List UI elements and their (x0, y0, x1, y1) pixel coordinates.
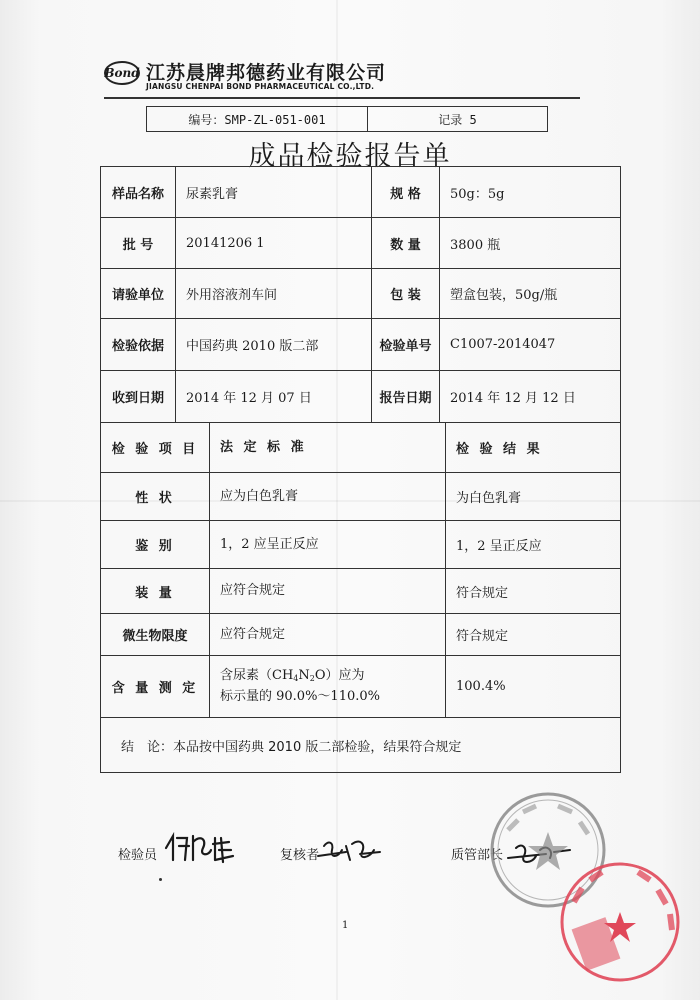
reviewer-signature (316, 836, 384, 864)
formula-subscript: 2 (309, 674, 315, 683)
qa-department-stamp-red (538, 862, 688, 982)
standard-range-line: 标示量的 90.0%～110.0% (220, 689, 380, 704)
reviewer-label: 复核者 (280, 848, 320, 863)
report-title: 成品检验报告单 (248, 141, 452, 172)
header-rule (104, 97, 580, 99)
info-label: 检验依据 (111, 339, 164, 354)
company-logo (104, 61, 140, 85)
report-table (100, 166, 621, 773)
company-name-cn: 江苏晨牌邦德药业有限公司 (146, 62, 387, 84)
info-label: 数 量 (371, 218, 439, 268)
test-item: 含 量 测 定 (111, 681, 199, 696)
document-meta-box (146, 106, 548, 132)
test-standard: 1，2 应呈正反应 (209, 521, 445, 568)
test-result: 为白色乳膏 (445, 473, 620, 520)
inspector-signature (163, 830, 235, 866)
page-number: 1 (342, 920, 349, 931)
test-result: 符合规定 (445, 614, 620, 655)
info-value: 2014 年 12 月 07 日 (175, 371, 371, 422)
formula-mid: N (298, 668, 310, 683)
formula-pre: 含尿素（CH (220, 668, 294, 683)
test-item: 微生物限度 (122, 629, 188, 644)
inspector-label: 检验员 (118, 848, 158, 863)
info-value: 外用溶液剂车间 (175, 269, 371, 318)
formula-subscript: 4 (293, 674, 299, 683)
test-header-item: 检 验 项 目 (111, 442, 199, 457)
info-value: 尿素乳膏 (175, 167, 371, 217)
test-header-result: 检 验 结 果 (445, 423, 620, 472)
test-result: 100.4% (445, 656, 620, 717)
company-name-en: JIANGSU CHENPAI BOND PHARMACEUTICAL CO.,LTD. (146, 82, 375, 91)
test-row (101, 473, 620, 521)
info-label: 规 格 (371, 167, 439, 217)
record-number: 记录 5 (438, 112, 477, 127)
ink-dot (159, 878, 162, 881)
info-value: 20141206 1 (175, 218, 371, 268)
standard-formula-line (220, 667, 380, 688)
info-value: C1007-2014047 (439, 319, 620, 370)
test-standard: 应为白色乳膏 (209, 473, 445, 520)
info-row (101, 371, 620, 423)
test-row (101, 614, 620, 656)
info-label: 包 装 (371, 269, 439, 318)
test-result: 1，2 呈正反应 (445, 521, 620, 568)
info-label: 报告日期 (371, 371, 439, 422)
info-row (101, 319, 620, 371)
test-row (101, 656, 620, 718)
info-value: 塑盒包装，50g/瓶 (439, 269, 620, 318)
conclusion-row (101, 718, 620, 772)
test-row (101, 521, 620, 569)
info-value: 3800 瓶 (439, 218, 620, 268)
logo-text: Bond (104, 66, 140, 80)
info-label: 请验单位 (111, 288, 164, 303)
qa-manager-label: 质管部长 (451, 848, 504, 863)
info-label: 样品名称 (111, 186, 164, 202)
doc-number: 编号：SMP-ZL-051-001 (147, 107, 368, 131)
test-standard: 应符合规定 (209, 614, 445, 655)
test-header-row (101, 423, 620, 473)
info-row (101, 218, 620, 269)
test-item: 性 状 (135, 491, 175, 506)
test-standard: 应符合规定 (209, 569, 445, 613)
conclusion-text: 结 论：本品按中国药典 2010 版二部检验，结果符合规定 (121, 739, 462, 755)
test-row (101, 569, 620, 614)
info-value: 2014 年 12 月 12 日 (439, 371, 620, 422)
info-value: 50g：5g (439, 167, 620, 217)
info-label: 批 号 (122, 237, 154, 253)
info-row (101, 167, 620, 218)
test-standard (209, 656, 445, 717)
info-value: 中国药典 2010 版二部 (175, 319, 371, 370)
formula-post: O）应为 (314, 668, 365, 683)
info-label: 收到日期 (111, 391, 164, 406)
info-label: 检验单号 (371, 319, 439, 370)
info-row (101, 269, 620, 319)
test-result: 符合规定 (445, 569, 620, 613)
test-item: 装 量 (135, 585, 175, 601)
test-item: 鉴 别 (135, 539, 175, 554)
test-header-standard: 法 定 标 准 (209, 423, 445, 472)
